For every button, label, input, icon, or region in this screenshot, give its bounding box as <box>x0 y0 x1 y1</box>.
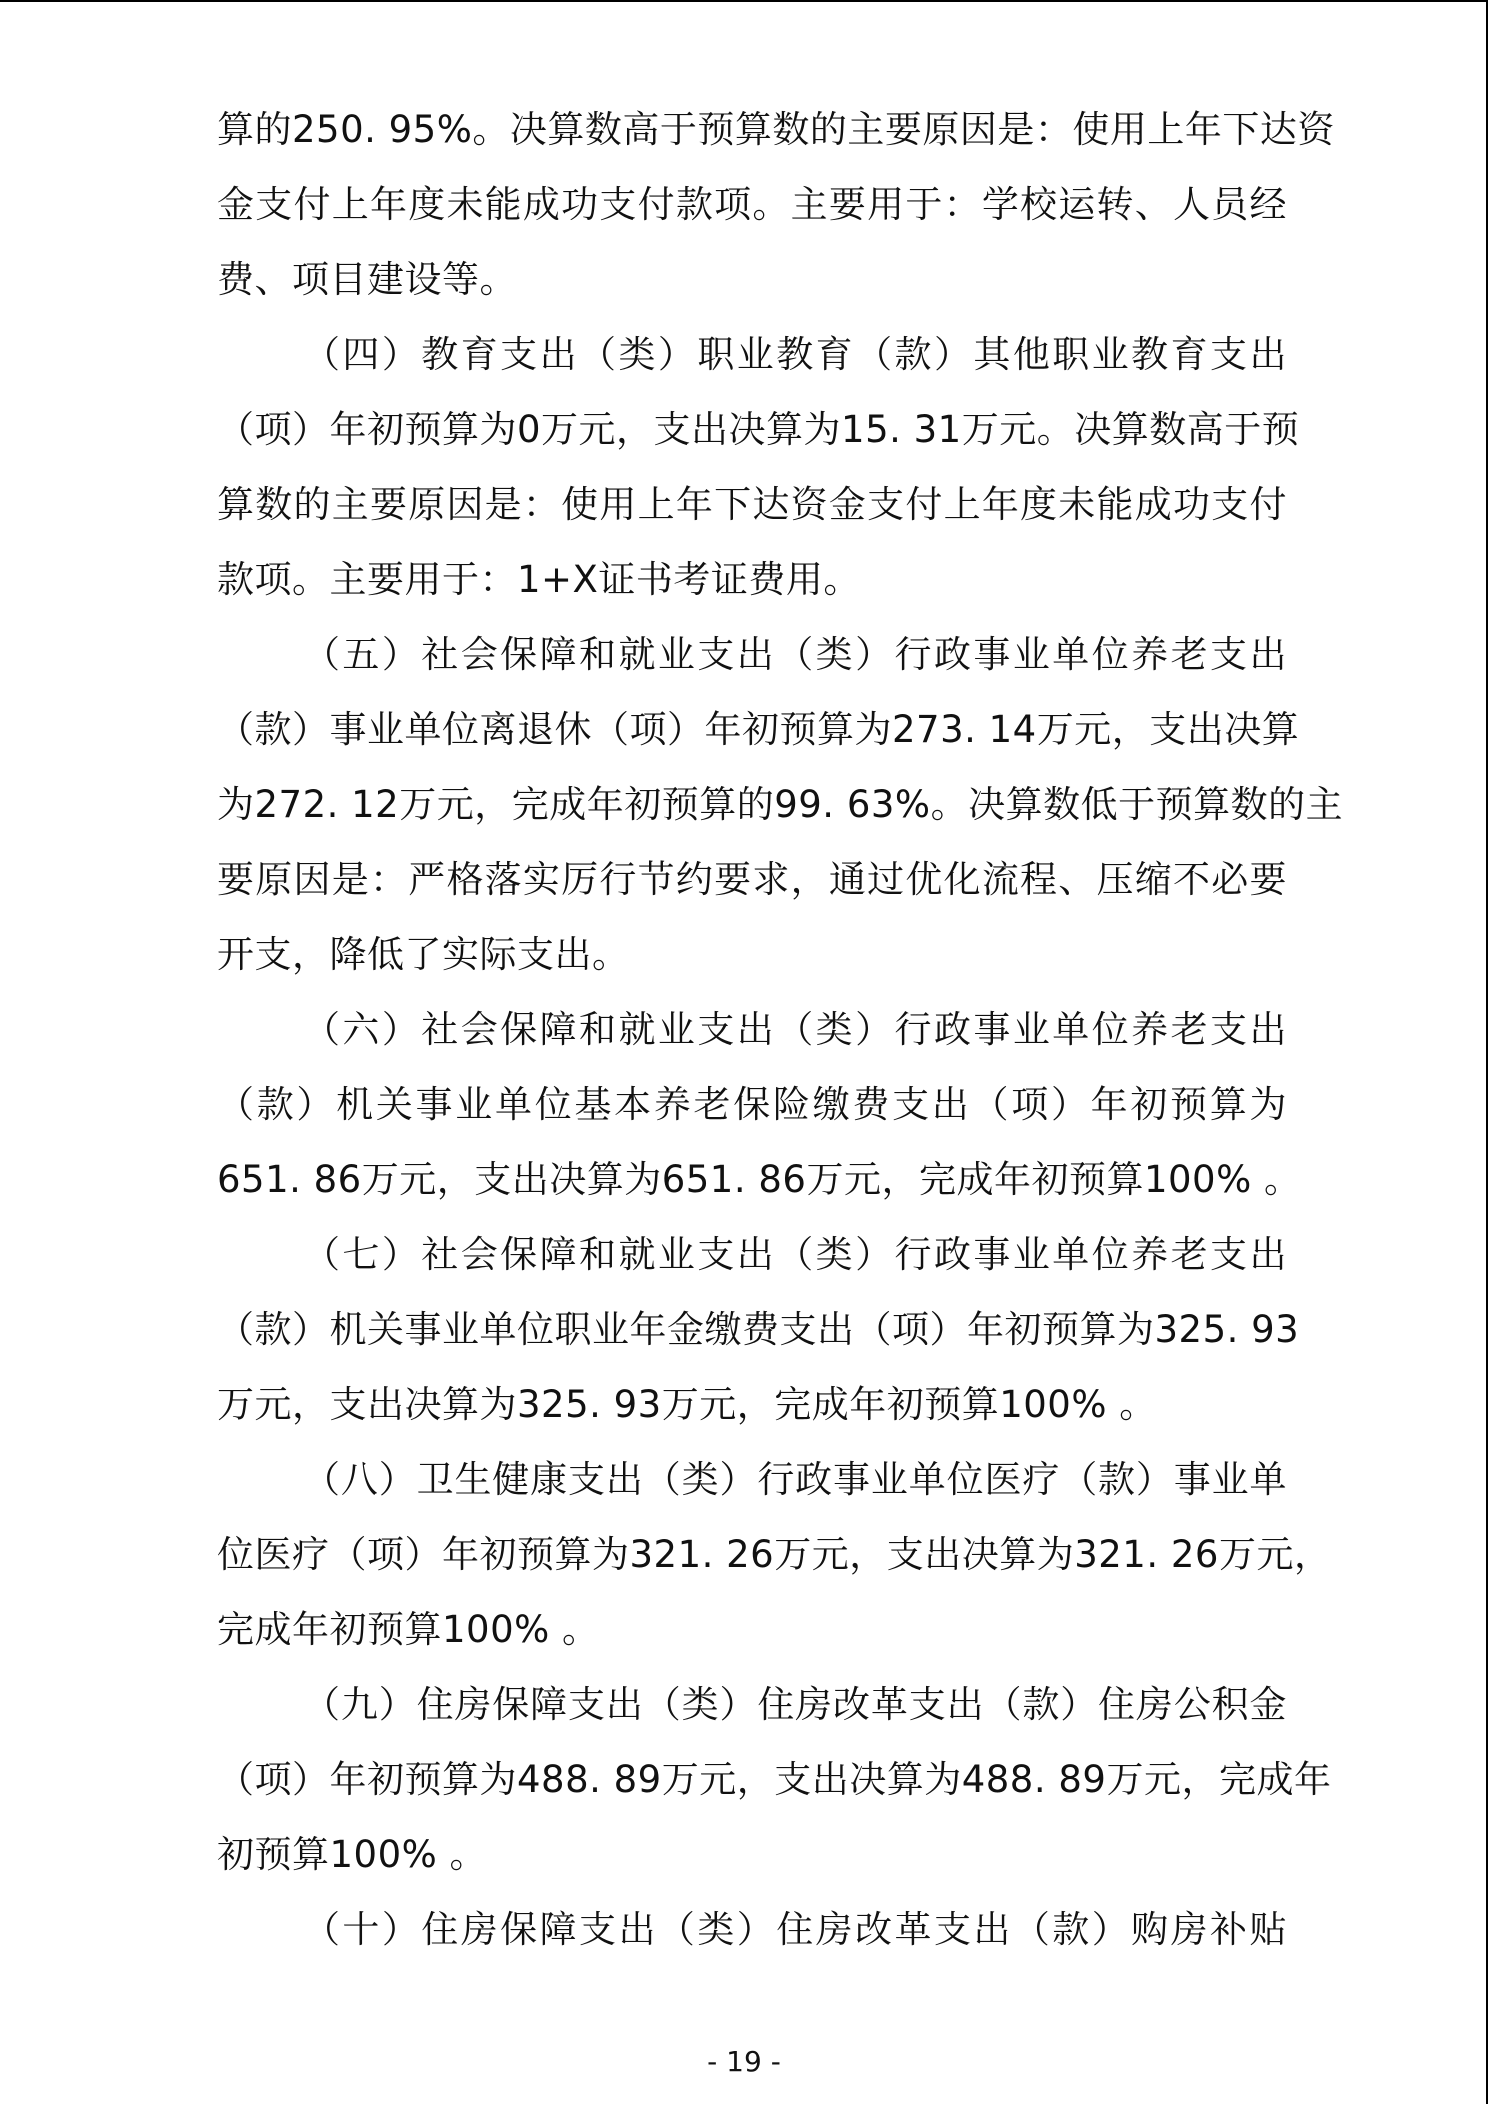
paragraph-item-7 <box>217 1217 1300 1442</box>
text-line: 款项。主要用于：1+X证书考证费用。 <box>217 558 861 601</box>
paragraph-item-9 <box>217 1667 1332 1892</box>
text-line: （项）年初预算为488. 89万元，支出决算为488. 89万元，完成年 <box>217 1758 1332 1801</box>
paragraph-item-10 <box>217 1892 1287 1967</box>
text-line: 开支，降低了实际支出。 <box>217 933 630 976</box>
text-line: 万元，支出决算为325. 93万元，完成年初预算100% 。 <box>217 1383 1157 1426</box>
text-line: 算的250. 95%。决算数高于预算数的主要原因是：使用上年下达资 <box>217 108 1335 151</box>
text-line: （款）机关事业单位基本养老保险缴费支出（项）年初预算为 <box>217 1083 1287 1126</box>
text-line: 完成年初预算100% 。 <box>217 1608 600 1651</box>
text-line: （七）社会保障和就业支出（类）行政事业单位养老支出 <box>303 1233 1287 1276</box>
text-line: 费、项目建设等。 <box>217 258 517 301</box>
text-line: （五）社会保障和就业支出（类）行政事业单位养老支出 <box>303 633 1287 676</box>
text-line: （十）住房保障支出（类）住房改革支出（款）购房补贴 <box>303 1908 1287 1951</box>
document-body <box>217 92 1344 1967</box>
text-line: （项）年初预算为0万元，支出决算为15. 31万元。决算数高于预 <box>217 408 1300 451</box>
text-line: 为272. 12万元，完成年初预算的99. 63%。决算数低于预算数的主 <box>217 783 1344 826</box>
paragraph-continuation <box>217 92 1335 317</box>
paragraph-item-5 <box>217 617 1344 992</box>
text-line: 算数的主要原因是：使用上年下达资金支付上年度未能成功支付 <box>217 483 1287 526</box>
text-line: 要原因是：严格落实厉行节约要求，通过优化流程、压缩不必要 <box>217 858 1287 901</box>
text-line: （款）机关事业单位职业年金缴费支出（项）年初预算为325. 93 <box>217 1308 1300 1351</box>
text-line: （六）社会保障和就业支出（类）行政事业单位养老支出 <box>303 1008 1287 1051</box>
text-line: 位医疗（项）年初预算为321. 26万元，支出决算为321. 26万元， <box>217 1533 1332 1576</box>
paragraph-item-6 <box>217 992 1302 1217</box>
paragraph-item-4 <box>217 317 1300 617</box>
text-line: 初预算100% 。 <box>217 1833 488 1876</box>
page-border-top <box>0 0 1488 2</box>
text-line: 金支付上年度未能成功支付款项。主要用于：学校运转、人员经 <box>217 183 1287 226</box>
text-line: （四）教育支出（类）职业教育（款）其他职业教育支出 <box>303 333 1287 376</box>
text-line: （款）事业单位离退休（项）年初预算为273. 14万元，支出决算 <box>217 708 1300 751</box>
text-line: 651. 86万元，支出决算为651. 86万元，完成年初预算100% 。 <box>217 1158 1302 1201</box>
paragraph-item-8 <box>217 1442 1332 1667</box>
text-line: （八）卫生健康支出（类）行政事业单位医疗（款）事业单 <box>303 1458 1287 1501</box>
page-number: - 19 - <box>707 2045 781 2078</box>
text-line: （九）住房保障支出（类）住房改革支出（款）住房公积金 <box>303 1683 1287 1726</box>
